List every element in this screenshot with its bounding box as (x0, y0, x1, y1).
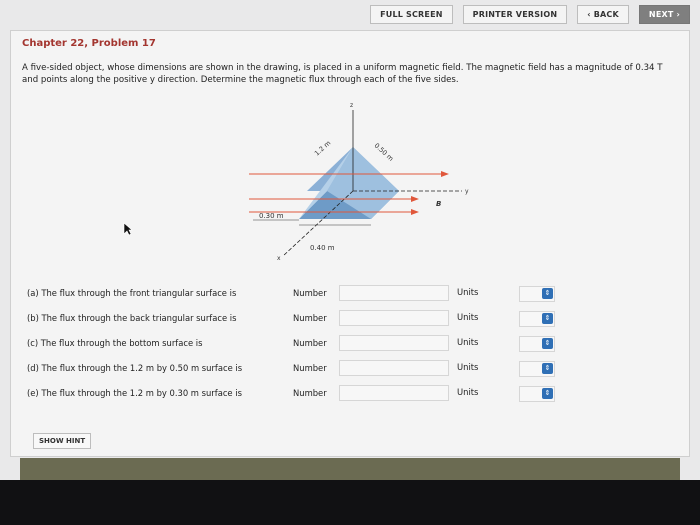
select-arrows-icon: ⇕ (542, 363, 553, 374)
x-axis-label: x (277, 255, 281, 261)
question-row-a (27, 285, 677, 303)
printer-version-button[interactable]: PRINTER VERSION (463, 5, 568, 24)
z-axis-label: z (350, 102, 354, 109)
problem-title: Chapter 22, Problem 17 (22, 38, 156, 49)
answer-a-number-input[interactable] (339, 285, 449, 301)
prism-figure (237, 96, 477, 261)
select-arrows-icon: ⇕ (542, 338, 553, 349)
dimension-12: 1.2 m (312, 138, 333, 158)
y-axis-label: y (465, 188, 469, 195)
select-arrows-icon: ⇕ (542, 288, 553, 299)
question-row-e (27, 385, 677, 403)
select-arrows-icon: ⇕ (542, 313, 553, 324)
number-label: Number (293, 388, 327, 398)
show-hint-button[interactable]: SHOW HINT (33, 433, 91, 449)
question-row-b (27, 310, 677, 328)
answer-d-units-select[interactable] (519, 361, 555, 377)
question-e-label: (e) The flux through the 1.2 m by 0.30 m surface is (27, 388, 242, 398)
question-b-label: (b) The flux through the back triangular surface is (27, 313, 237, 323)
field-label: B (436, 200, 442, 208)
units-label: Units (457, 362, 479, 372)
top-navigation (370, 5, 690, 24)
units-label: Units (457, 287, 479, 297)
screen-bezel (0, 480, 700, 525)
answer-b-units-select[interactable] (519, 311, 555, 327)
question-row-d (27, 360, 677, 378)
answer-e-units-select[interactable] (519, 386, 555, 402)
answer-c-number-input[interactable] (339, 335, 449, 351)
units-label: Units (457, 337, 479, 347)
field-arrowhead-bottom (411, 209, 419, 215)
answer-b-number-input[interactable] (339, 310, 449, 326)
answer-a-units-select[interactable] (519, 286, 555, 302)
units-label: Units (457, 387, 479, 397)
answer-c-units-select[interactable] (519, 336, 555, 352)
mouse-cursor-icon (123, 222, 133, 236)
back-button[interactable]: ‹ BACK (577, 5, 629, 24)
next-button[interactable]: NEXT › (639, 5, 690, 24)
problem-panel (10, 30, 690, 457)
number-label: Number (293, 338, 327, 348)
question-row-c (27, 335, 677, 353)
question-a-label: (a) The flux through the front triangular surface is (27, 288, 237, 298)
field-arrowhead-top (441, 171, 449, 177)
number-label: Number (293, 363, 327, 373)
answer-d-number-input[interactable] (339, 360, 449, 376)
full-screen-button[interactable]: FULL SCREEN (370, 5, 453, 24)
number-label: Number (293, 313, 327, 323)
number-label: Number (293, 288, 327, 298)
select-arrows-icon: ⇕ (542, 388, 553, 399)
answer-e-number-input[interactable] (339, 385, 449, 401)
dimension-050: 0.50 m (372, 141, 396, 163)
question-c-label: (c) The flux through the bottom surface is (27, 338, 203, 348)
question-d-label: (d) The flux through the 1.2 m by 0.50 m surface is (27, 363, 243, 373)
units-label: Units (457, 312, 479, 322)
dimension-040: 0.40 m (310, 244, 335, 252)
dimension-030: 0.30 m (259, 212, 284, 220)
field-arrowhead-middle (411, 196, 419, 202)
taskbar-strip (20, 458, 680, 480)
problem-text: A five-sided object, whose dimensions are shown in the drawing, is placed in a uniform magnetic field. The magnetic field has a magnitude of 0.34 T and points along the positive y direction. Determine the magnetic flux through each of the five sides. (22, 63, 663, 85)
